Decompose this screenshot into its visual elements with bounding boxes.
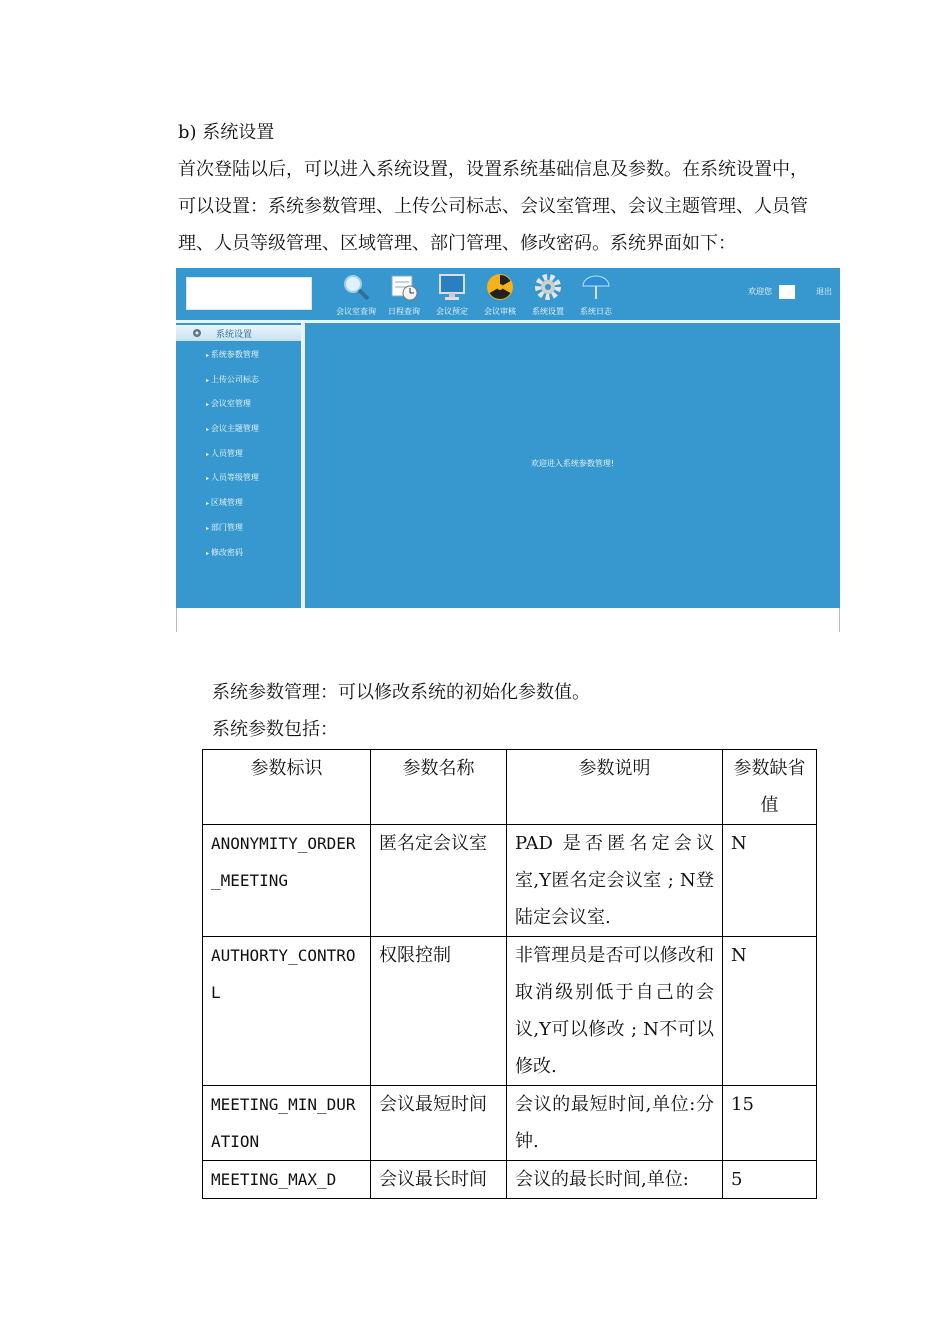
cell-param-default: 5: [723, 1161, 817, 1199]
sidebar-item-topic-management[interactable]: ▸ 会议主题管理: [206, 423, 259, 448]
cell-param-id: MEETING_MIN_DURATION: [203, 1086, 371, 1161]
nav-item-schedule-search[interactable]: [380, 270, 428, 318]
cell-param-default: 15: [723, 1086, 817, 1161]
main-panel: [305, 323, 840, 608]
nav-label: 系统设置: [532, 307, 564, 316]
section-heading: b) 系统设置: [178, 122, 275, 143]
cell-param-default: N: [723, 825, 817, 937]
cell-param-name: 匿名定会议室: [371, 825, 507, 937]
nav-label: 日程查询: [388, 307, 420, 316]
screenshot-bottom-strip: [176, 608, 840, 632]
umbrella-icon: [581, 272, 611, 302]
cell-param-default: N: [723, 937, 817, 1086]
cell-param-name: 权限控制: [371, 937, 507, 1086]
header-param-desc: 参数说明: [507, 750, 723, 825]
nav-label: 会议室查询: [336, 307, 376, 316]
main-welcome-message: 欢迎进入系统参数管理!: [530, 459, 615, 468]
table-row: [203, 825, 817, 937]
header-param-id: 参数标识: [203, 750, 371, 825]
main-nav: [332, 270, 620, 318]
cell-param-name: 会议最长时间: [371, 1161, 507, 1199]
nav-item-system-log[interactable]: [572, 270, 620, 318]
app-topbar: [176, 268, 840, 320]
magnifier-icon: [341, 272, 371, 302]
nav-label: 会议审核: [484, 307, 516, 316]
nav-item-system-settings[interactable]: [524, 270, 572, 318]
sidebar-item-room-management[interactable]: ▸ 会议室管理: [206, 398, 259, 423]
sidebar-item-system-params[interactable]: ▸ 系统参数管理: [206, 349, 259, 374]
params-table: [202, 749, 817, 1199]
sidebar-menu: [206, 349, 259, 571]
settings-sidebar: [176, 323, 305, 608]
params-include-paragraph: 系统参数包括：: [212, 719, 338, 740]
gear-icon: [533, 272, 563, 302]
username-box: [779, 285, 795, 299]
cell-param-desc: 会议的最短时间,单位:分钟.: [507, 1086, 723, 1161]
logout-link[interactable]: 退出: [816, 287, 832, 296]
table-header-row: [203, 750, 817, 825]
sidebar-header: [176, 325, 301, 341]
intro-paragraph: 首次登陆以后，可以进入系统设置，设置系统基础信息及参数。在系统设置中，可以设置：系统参数管理、上传公司标志、会议室管理、会议主题管理、人员管理、人员等级管理、区域管理、部门管理、修改密码。系统界面如下：: [178, 159, 808, 254]
table-row: [203, 1086, 817, 1161]
nav-item-meeting-review[interactable]: [476, 270, 524, 318]
nav-label: 会议预定: [436, 307, 468, 316]
cell-param-desc: PAD 是否匿名定会议室,Y匿名定会议室 ; N登陆定会议室.: [507, 825, 723, 937]
nav-item-room-search[interactable]: [332, 270, 380, 318]
sidebar-item-department-management[interactable]: ▸ 部门管理: [206, 522, 259, 547]
cell-param-id: MEETING_MAX_D: [203, 1161, 371, 1199]
calendar-clock-icon: [389, 272, 419, 302]
sidebar-item-change-password[interactable]: ▸ 修改密码: [206, 547, 259, 572]
monitor-icon: [437, 272, 467, 302]
table-row: [203, 937, 817, 1086]
header-param-name: 参数名称: [371, 750, 507, 825]
nav-item-meeting-booking[interactable]: [428, 270, 476, 318]
sidebar-item-area-management[interactable]: ▸ 区域管理: [206, 497, 259, 522]
company-logo-box: [186, 277, 312, 310]
sidebar-item-user-level-management[interactable]: ▸ 人员等级管理: [206, 472, 259, 497]
sidebar-item-user-management[interactable]: ▸ 人员管理: [206, 448, 259, 473]
table-row: [203, 1161, 817, 1199]
cell-param-id: ANONYMITY_ORDER_MEETING: [203, 825, 371, 937]
header-param-default: 参数缺省值: [723, 750, 817, 825]
system-settings-screenshot: [176, 268, 840, 632]
sidebar-item-upload-logo[interactable]: ▸ 上传公司标志: [206, 374, 259, 399]
radiation-icon: [485, 272, 515, 302]
cell-param-desc: 非管理员是否可以修改和取消级别低于自己的会议,Y可以修改 ; N不可以修改.: [507, 937, 723, 1086]
cell-param-id: AUTHORTY_CONTROL: [203, 937, 371, 1086]
nav-label: 系统日志: [580, 307, 612, 316]
gear-icon: [192, 328, 202, 338]
cell-param-name: 会议最短时间: [371, 1086, 507, 1161]
params-paragraph: 系统参数管理：可以修改系统的初始化参数值。: [212, 682, 590, 703]
sidebar-title: 系统设置: [216, 330, 253, 340]
cell-param-desc: 会议的最长时间,单位:: [507, 1161, 723, 1199]
welcome-text: 欢迎您: [748, 287, 772, 296]
